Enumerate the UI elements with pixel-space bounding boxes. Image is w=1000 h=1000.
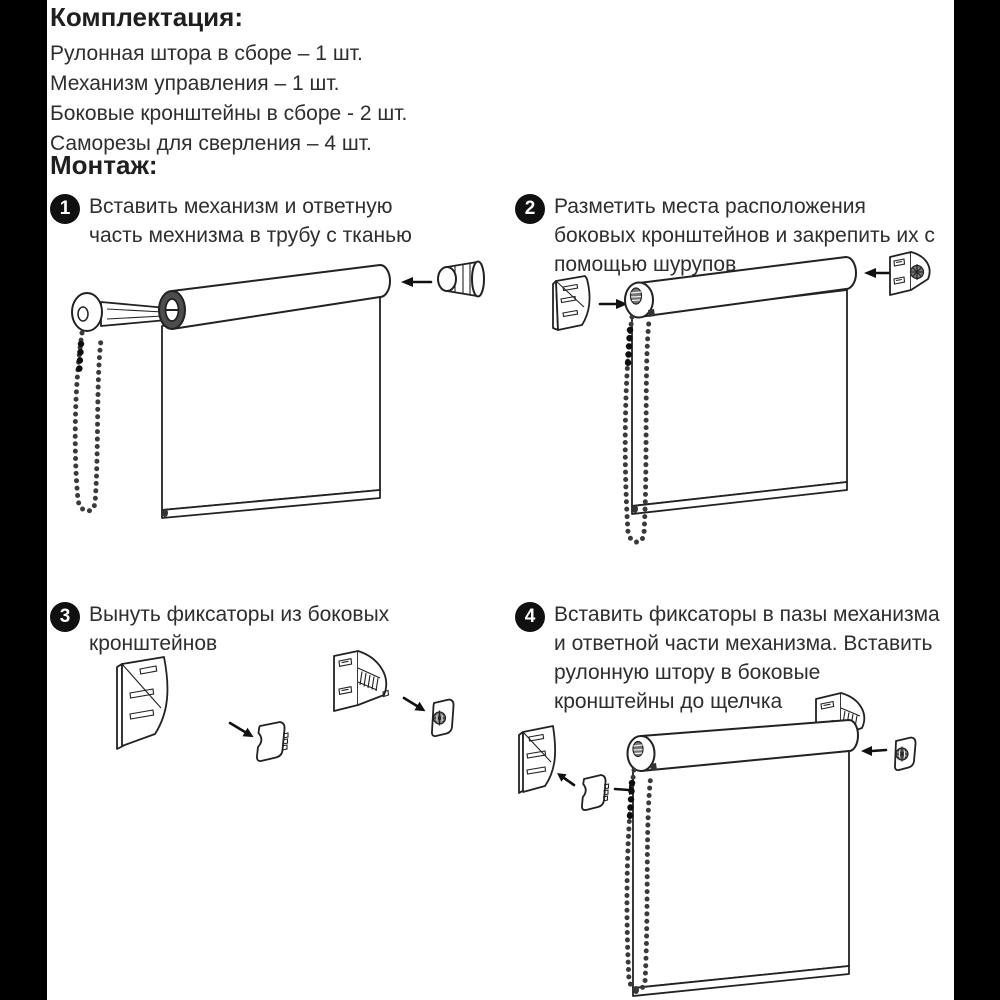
remove-arrow-icon [230, 723, 254, 737]
montage-title: Монтаж: [50, 150, 158, 180]
wall-bracket-left-icon [553, 276, 590, 330]
insert-arrow-left-icon [861, 746, 886, 756]
flat-bracket-icon [519, 726, 555, 793]
roller-blind [159, 265, 390, 518]
step-4-illustration [512, 690, 954, 1000]
step-1-illustration [49, 252, 509, 552]
kit-item-1: Рулонная штора в сборе – 1 шт. [50, 42, 363, 65]
step-1 [50, 192, 450, 250]
step-2-illustration [512, 250, 957, 565]
left-black-bar [0, 0, 47, 1000]
kit-item-4: Саморезы для сверления – 4 шт. [50, 132, 372, 155]
fixator-clip-icon [582, 775, 609, 810]
step-3-text: Вынуть фиксаторы из боковых кронштейнов [89, 603, 390, 655]
fabric-panel [633, 751, 849, 988]
wall-bracket-right-icon [890, 252, 930, 295]
mount-arrow-left-icon [864, 268, 892, 278]
step-3-illustration [47, 648, 502, 833]
step-3-number-badge: 3 [50, 602, 80, 632]
instruction-sheet [47, 0, 954, 1000]
step-1-text: Вставить механизм и ответную часть мехнизма в трубу с тканью [89, 195, 412, 247]
roller-blind [625, 257, 856, 542]
fixator-clip-icon [257, 722, 288, 761]
kit-title: Комплектация: [50, 2, 243, 32]
flat-bracket-icon [117, 657, 167, 749]
remove-arrow-icon [404, 698, 426, 711]
insert-arrow-left-icon [401, 277, 431, 287]
fabric-panel [162, 296, 380, 510]
insert-arrow-upleft-icon [557, 773, 574, 785]
step-4-text: Вставить фиксаторы в пазы механизма и ответной части механизма. Вставить рулонную штору в боковые кронштейны до щелчка [554, 603, 940, 713]
fabric-panel [632, 290, 847, 506]
step-1-header [50, 192, 450, 250]
step-2-text: Разметить места расположения боковых кронштейнов и закрепить их с помощью шурупов [554, 195, 935, 276]
step-4-number-badge: 4 [515, 602, 545, 632]
kit-item-2: Механизм управления – 1 шт. [50, 72, 340, 95]
end-cap-icon [438, 262, 484, 297]
roller-blind [627, 720, 858, 996]
mount-arrow-right-icon [600, 299, 628, 309]
gear-fixator-icon [895, 738, 916, 771]
kit-item-3: Боковые кронштейны в сборе - 2 шт. [50, 102, 408, 125]
step-1-number-badge: 1 [50, 194, 80, 224]
step-2-number-badge: 2 [515, 194, 545, 224]
kit-section [50, 2, 407, 159]
side-bracket-icon [334, 651, 389, 711]
gear-fixator-icon [432, 700, 454, 737]
right-black-bar [954, 0, 1000, 1000]
